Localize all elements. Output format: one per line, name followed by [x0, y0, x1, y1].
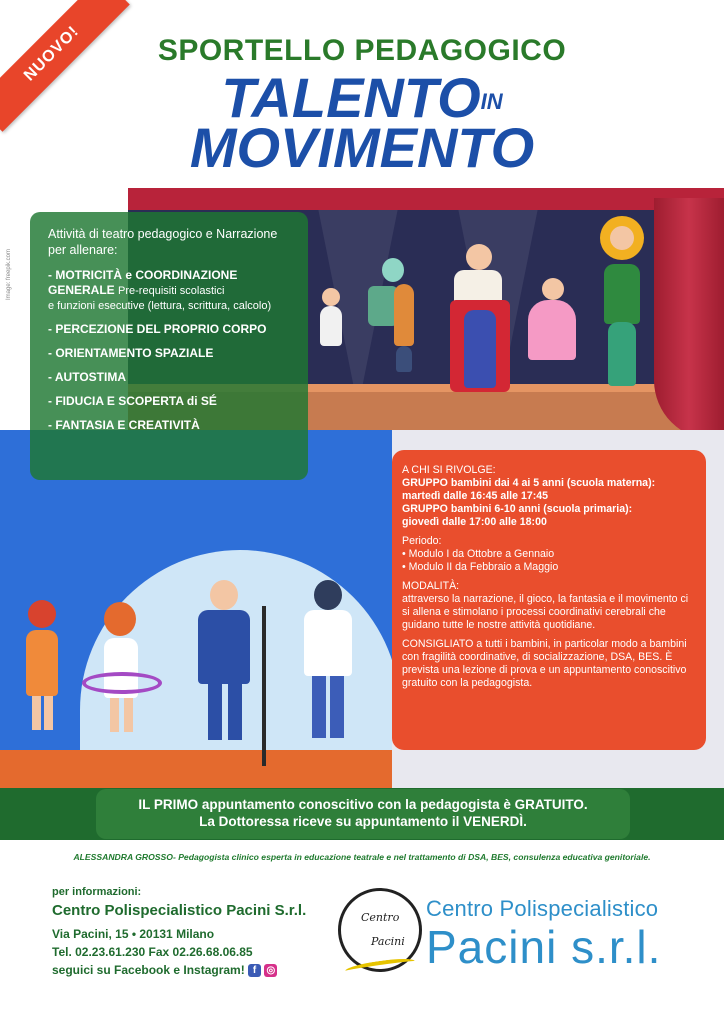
new-ribbon: NUOVO! [0, 0, 130, 132]
info-panel [392, 450, 706, 750]
address: Via Pacini, 15 • 20131 Milano [52, 927, 215, 941]
kids-stage-floor [0, 750, 420, 788]
contacts-label: per informazioni: [52, 886, 142, 898]
mode-text: attraverso la narrazione, il gioco, la fantasia e il movimento ci si allena e stimolano i processi coordinativi cerebrali che guidano tutte le nostre attività quotidiane. [402, 593, 689, 631]
phone-fax: Tel. 02.23.61.230 Fax 02.26.68.06.85 [52, 945, 253, 959]
free-appointment-banner [96, 789, 630, 839]
title-in: IN [480, 89, 503, 115]
stage-valance [128, 188, 724, 210]
activity-item: - AUTOSTIMA [48, 370, 126, 384]
facebook-icon[interactable]: f [248, 964, 261, 977]
activity-item: - ORIENTAMENTO SPAZIALE [48, 346, 214, 360]
banner-line-1: IL PRIMO appuntamento conoscitivo con la pedagogista è GRATUITO. [138, 797, 588, 812]
activity-item: - FIDUCIA E SCOPERTA di SÉ [48, 394, 217, 408]
target-heading: A CHI SI RIVOLGE: [402, 464, 496, 476]
brand-line-2: Pacini s.r.l. [426, 921, 662, 973]
brand-line-1: Centro Polispecialistico [426, 896, 659, 921]
title-sportello: SPORTELLO PEDAGOGICO [157, 34, 567, 67]
title-movimento: MOVIMENTO [189, 116, 535, 179]
instagram-icon[interactable]: ◎ [264, 964, 277, 977]
banner-line-2: La Dottoressa riceve su appuntamento il VENERDÌ. [199, 814, 527, 829]
title-talento-word: TALENTO [221, 66, 481, 129]
advice-text: CONSIGLIATO a tutti i bambini, in particolar modo a bambini con fragilità coordinative, di socializzazione, DSA, BES. È prevista una lezione di prova e un appuntamento conoscitivo gratuito con la pedagogista. [402, 638, 687, 689]
activity-item-sub: Pre-requisiti scolastici [118, 285, 225, 297]
company-name: Centro Polispecialistico Pacini S.r.l. [52, 902, 307, 919]
group-1: GRUPPO bambini dai 4 ai 5 anni (scuola materna): [402, 477, 656, 489]
activities-intro: Attività di teatro pedagogico e Narrazione per allenare: [48, 227, 278, 257]
logo-word-centro: Centro [361, 911, 400, 924]
period-1: • Modulo I da Ottobre a Gennaio [402, 548, 555, 560]
logo-swoosh [345, 956, 416, 976]
social-text: seguici su Facebook e Instagram! [52, 963, 245, 977]
period-heading: Periodo: [402, 535, 442, 547]
image-credit: Image: freepik.com [6, 248, 12, 300]
kids-illustration [0, 430, 420, 788]
group-1-time: martedì dalle 16:45 alle 17:45 [402, 490, 549, 502]
activity-item-main: - MOTRICITÀ e COORDINAZIONE GENERALE [48, 268, 238, 297]
activity-item: - FANTASIA E CREATIVITÀ [48, 418, 200, 432]
group-2-time: giovedì dalle 17:00 alle 18:00 [402, 516, 547, 528]
activity-item: - PERCEZIONE DEL PROPRIO CORPO [48, 322, 267, 336]
mode-heading: MODALITÀ: [402, 580, 460, 592]
activity-item-sub: e funzioni esecutive (lettura, scrittura, calcolo) [48, 300, 272, 312]
logo-word-pacini: Pacini [371, 935, 405, 948]
author-line: ALESSANDRA GROSSO- Pedagogista clinico esperta in educazione teatrale e nel trattamento di DSA, BES, consulenza educativa genitoriale. [73, 852, 651, 862]
period-2: • Modulo II da Febbraio a Maggio [402, 561, 559, 573]
group-2: GRUPPO bambini 6-10 anni (scuola primaria): [402, 503, 633, 515]
centro-pacini-logo [338, 888, 422, 972]
contacts-block [52, 886, 306, 979]
activities-panel [30, 212, 308, 480]
activity-item [48, 268, 294, 313]
social-line [52, 961, 306, 979]
stage-curtain [654, 198, 724, 440]
